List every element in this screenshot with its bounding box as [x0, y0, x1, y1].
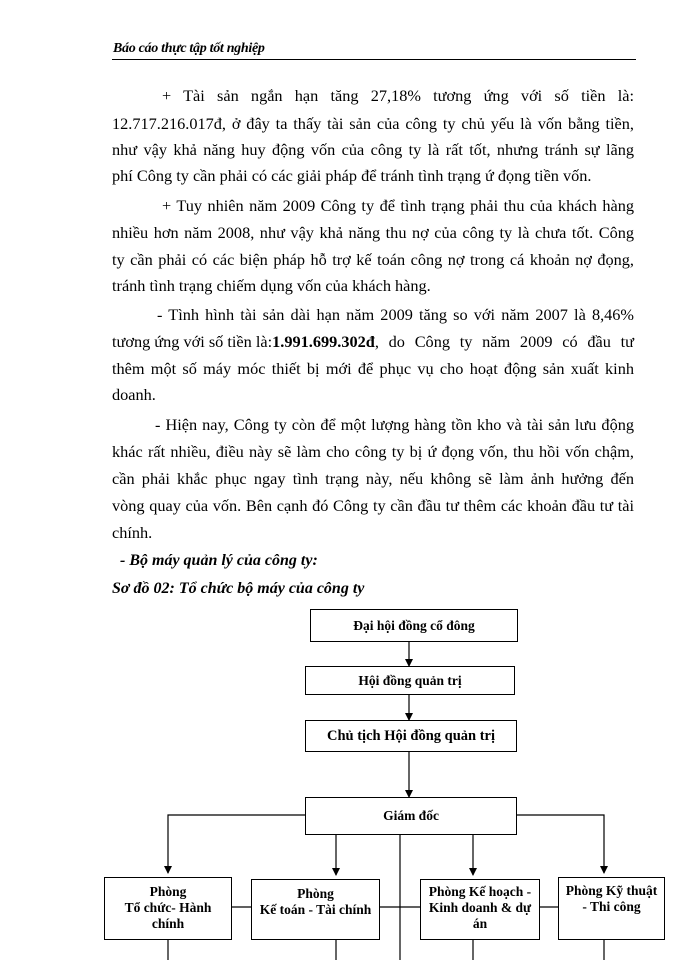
arrow-director-dept1	[168, 815, 305, 873]
box-dept-accounting: Phòng Kế toán - Tài chính	[251, 879, 380, 940]
p3-line-2-pre: tương ứng với số tiền là:	[112, 332, 273, 351]
box-shareholders: Đại hội đồng cổ đông	[310, 609, 518, 642]
p2-line-4: tránh tình trạng chiếm dụng vốn của khách hàng.	[112, 276, 431, 295]
p4-line-2: khác rất nhiều, điều này sẽ làm cho công ty bị ứ đọng vốn, thu hồi vốn chậm,	[112, 442, 634, 461]
box-dept-admin: Phòng Tổ chức- Hành chính	[104, 877, 232, 940]
p3-line-4: doanh.	[112, 385, 156, 404]
diagram-title: Sơ đồ 02: Tổ chức bộ máy của công ty	[112, 580, 365, 597]
p1-line-4: phí Công ty cần phải có các giải pháp để tránh tình trạng ứ đọng tiền vốn.	[112, 166, 592, 185]
p3-line-2-post: , do Công ty năm 2009 có đầu tư	[374, 332, 634, 351]
p4-line-1: - Hiện nay, Công ty còn để một lượng hàng tồn kho và tài sản lưu động	[155, 415, 634, 434]
box-dept-planning: Phòng Kế hoạch - Kinh doanh & dự án	[420, 879, 540, 940]
p2-line-3: ty cần phải có các biện pháp hỗ trợ kế toán công nợ trong cá khoản nợ đọng,	[112, 250, 634, 269]
box-dept-technical: Phòng Kỹ thuật - Thi công	[558, 877, 665, 940]
report-header: Báo cáo thực tập tốt nghiệp	[113, 41, 265, 56]
box-director: Giám đốc	[305, 797, 517, 835]
p4-line-4: vòng quay của vốn. Bên cạnh đó Công ty cần đầu tư thêm các khoản đầu tư tài	[112, 496, 634, 515]
p3-line-1: - Tình hình tài sản dài hạn năm 2009 tăng so với năm 2007 là 8,46%	[157, 305, 634, 324]
box-chairman: Chủ tịch Hội đồng quản trị	[305, 720, 517, 752]
p4-line-3: cần phải khắc phục ngay tình trạng này, nếu không sẽ làm ảnh hưởng đến	[112, 469, 634, 488]
p1-line-3: như vậy khả năng huy động vốn của công ty là rất tốt, nhưng tránh sự lãng	[112, 140, 634, 159]
box-board: Hội đồng quản trị	[305, 666, 515, 695]
p1-line-2: 12.717.216.017đ, ở đây ta thấy tài sản của công ty chủ yếu là vốn bằng tiền,	[112, 114, 634, 133]
p3-line-3: thêm một số máy móc thiết bị mới để phục vụ cho hoạt động sản xuất kinh	[112, 359, 634, 378]
section-heading: - Bộ máy quản lý của công ty:	[120, 552, 318, 569]
p1-line-1: + Tài sản ngắn hạn tăng 27,18% tương ứng với số tiền là:	[162, 86, 634, 105]
p2-line-2: nhiều hơn năm 2008, như vậy khả năng thu nợ của công ty là chưa tốt. Công	[112, 223, 634, 242]
arrow-director-dept4	[517, 815, 604, 873]
p2-line-1: + Tuy nhiên năm 2009 Công ty để tình trạng phải thu của khách hàng	[162, 196, 634, 215]
p4-line-5: chính.	[112, 523, 153, 542]
p3-amount: 1.991.699.302đ	[272, 332, 375, 351]
